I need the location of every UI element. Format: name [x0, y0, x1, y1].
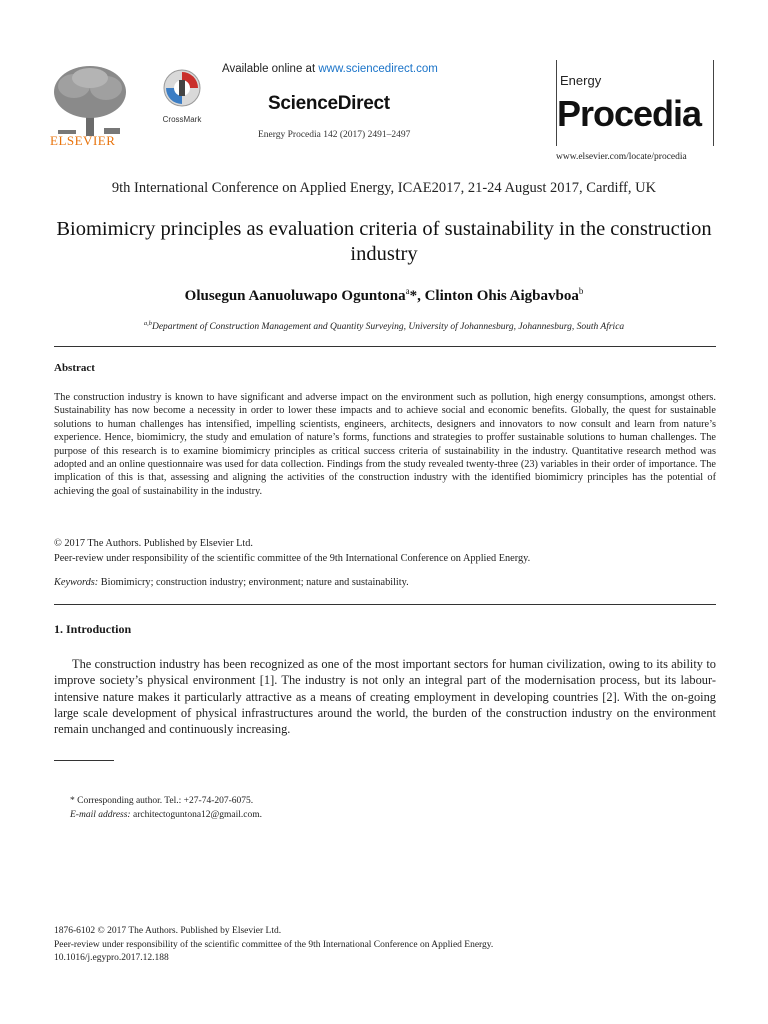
section-heading: 1. Introduction: [54, 622, 132, 636]
affiliation-marks: a,b: [143, 320, 152, 327]
divider-bottom: [54, 604, 716, 605]
crossmark-label: CrossMark: [162, 115, 202, 124]
author-2: Clinton Ohis Aigbavboa: [424, 288, 579, 304]
journal-url[interactable]: www.elsevier.com/locate/procedia: [556, 152, 687, 162]
journal-logo-procedia: Procedia: [557, 93, 702, 134]
footnote-email: [70, 810, 262, 820]
available-prefix: Available online at: [222, 63, 319, 75]
available-online: [222, 63, 438, 75]
author-separator: ,: [417, 288, 425, 304]
abstract-text: The construction industry is known to have significant and adverse impact on the environment such as pollution, high energy consumptions, amongst others. Sustainability has now become a necessity in order to lower these impacts and to achieve social and economic benefits. Globally, the quest for sustainable solutions to human challenges has intensified, impelling scientists, engineers, architects, designers and innovators to now consult and learn from nature’s experience. Hence, biomimicry, the study and emulation of nature’s forms, functions and strategies to proffer sustainable solutions to human challenges. The purpose of this research is to examine biomimicry principles as critical success criteria of sustainability in the industry. Quantitative research method was adopted and an online questionnaire was used for data collection. Findings from the study revealed twenty-three (23) variables in their order of importance. The implication of this is that, assessing and aligning the activities of the construction industry with the identified biomimicry principles has the potential of achieving the goal of sustainability in the industry.: [54, 392, 716, 497]
author-1-affil: a: [405, 286, 410, 296]
publisher-name: ELSEVIER: [50, 133, 116, 148]
sciencedirect-wordmark: ScienceDirect: [268, 93, 390, 114]
footer-issn: 1876-6102 © 2017 The Authors. Published by Elsevier Ltd.: [54, 926, 282, 936]
email-label: E-mail address:: [70, 810, 131, 820]
author-2-affil: b: [578, 286, 584, 296]
crossmark-icon: [162, 68, 202, 108]
keywords-line: [54, 577, 409, 588]
email-address[interactable]: architectoguntona12@gmail.com.: [130, 810, 263, 820]
corresponding-mark: *: [409, 288, 418, 304]
sciencedirect-link[interactable]: www.sciencedirect.com: [318, 63, 438, 75]
keywords-label: Keywords:: [54, 577, 99, 588]
crossmark-badge[interactable]: [160, 68, 204, 124]
conference-line: 9th International Conference on Applied Energy, ICAE2017, 21-24 August 2017, Cardiff, UK: [111, 180, 657, 196]
journal-logo-energy: Energy: [560, 73, 602, 88]
intro-paragraph: The construction industry has been recognized as one of the most important sectors for human civilization, owing to its ability to improve society’s physical environment [1]. The industry is not only an integral part of the modernisation process, but its labour-intensive nature makes it particularly attractive as a means of creating employment in developing countries [2]. With the on-going large scale development of physical infrastructures around the world, the burden of the construction industry on the environment remain unchanged and continuously increasing.: [54, 657, 716, 737]
divider-top: [54, 346, 716, 347]
affiliation: Department of Construction Management and Quantity Surveying, University of Johannesburg, Johannesburg, South Africa: [151, 322, 625, 333]
footnote-rule: [54, 760, 114, 761]
author-line: [0, 286, 768, 305]
footer-peer-review: Peer-review under responsibility of the scientific committee of the 9th International Conference on Applied Energy.: [54, 940, 494, 950]
footer-doi[interactable]: 10.1016/j.egypro.2017.12.188: [54, 953, 169, 963]
peer-review-line: Peer-review under responsibility of the scientific committee of the 9th International Conference on Applied Energy.: [54, 553, 531, 564]
journal-citation: Energy Procedia 142 (2017) 2491–2497: [258, 130, 411, 140]
footnote-corresponding: * Corresponding author. Tel.: +27-74-207-6075.: [70, 796, 254, 806]
abstract-heading: Abstract: [54, 362, 95, 374]
paper-title: Biomimicry principles as evaluation criteria of sustainability in the construction industry: [56, 218, 712, 265]
copyright-line: © 2017 The Authors. Published by Elsevier Ltd.: [54, 538, 253, 549]
keywords: Biomimicry; construction industry; environment; nature and sustainability.: [98, 577, 409, 588]
affiliation-line: [0, 320, 768, 332]
author-1: Olusegun Aanuoluwapo Oguntona: [184, 288, 406, 304]
